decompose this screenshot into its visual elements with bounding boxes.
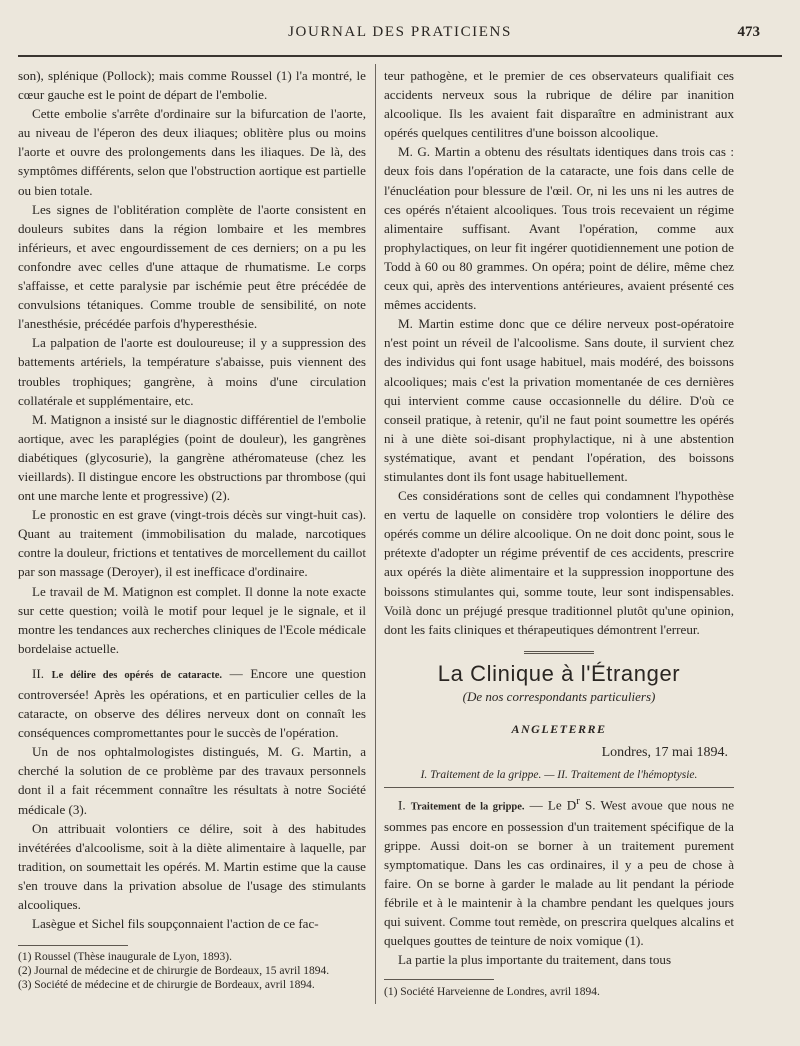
section-paragraph	[384, 792, 734, 950]
section-ornament-rule	[524, 651, 594, 654]
paragraph: son), splénique (Pollock); mais comme Roussel (1) l'a montré, le cœur gauche est le point de départ de l'embolie.	[18, 68, 366, 103]
paragraph: teur pathogène, et le premier de ces observateurs qualifiait ces accidents nerveux sous la rubrique de délire par inanition alcoolique. Ils les avaient fait disparaître en administrant aux opérés quelques centilitres d'une boisson alcoolique.	[384, 68, 734, 141]
paragraph: Le pronostic en est grave (vingt-trois décès sur vingt-huit cas). Quant au traitement (immobilisation du malade, narcotiques contre la douleur, frictions et tentatives de morcellement du caillot par son massage (Deroyer), il est inefficace d'ordinaire.	[18, 507, 366, 580]
running-head	[0, 24, 800, 48]
running-title: JOURNAL DES PRATICIENS	[288, 24, 512, 40]
section-contents: I. Traitement de la grippe. — II. Traitement de l'hémoptysie.	[384, 766, 734, 788]
column-divider	[375, 64, 376, 1004]
superscript: r	[576, 795, 580, 808]
paragraph: La partie la plus importante du traitement, dans tous	[398, 952, 672, 968]
header-rule	[18, 55, 782, 57]
country-heading: ANGLETERRE	[511, 722, 607, 736]
section-subtitle: (De nos correspondants particuliers)	[462, 688, 656, 704]
paragraph: La palpation de l'aorte est douloureuse; il y a suppression des battements artériels, la température s'abaisse, puis viennent des troubles trophiques; gangrène, à moins d'une circulation collatérale et supplémentaire, etc.	[18, 335, 366, 408]
paragraph: Un de nos ophtalmologistes distingués, M. G. Martin, a cherché la solution de ce problème par des travaux personnels dont il a fait récemment connaître les résultats à notre Société médicale (3).	[18, 744, 366, 817]
paragraph: Cette embolie s'arrête d'ordinaire sur la bifurcation de l'aorte, au niveau de l'éperon des deux iliaques; oblitère plus ou moins l'aorte et ouvre des prolongements dans les iliaques. De là, des symptômes différents, selon que l'obstruction aortique est partielle ou bien totale.	[18, 106, 366, 198]
paragraph: M. Martin estime donc que ce délire nerveux post-opératoire n'est point un réveil de l'alcoolisme. Sans doute, il survient chez des individus qui font usage habituel, mais modéré, des boissons alcooliques; mais c'est la privation momentanée de ces dernières qui intervient comme cause occasionnelle du délire. D'où ce conseil pratique, à retenir, qu'il ne faut point soumettre les opérés ni à une diète soi-disant prophylactique, ni à une abstention systématique, avant et pendant l'opération, des boissons stimulantes dont ils font usage habituellement.	[384, 316, 734, 484]
footnote: (2) Journal de médecine et de chirurgie de Bordeaux, 15 avril 1894.	[18, 965, 330, 978]
footnote: (1) Société Harveienne de Londres, avril 1894.	[384, 986, 600, 999]
footnote-rule	[18, 945, 128, 946]
section-number: II.	[32, 665, 44, 681]
footnote: (3) Société de médecine et de chirurgie de Bordeaux, avril 1894.	[18, 979, 315, 992]
footnotes	[18, 950, 366, 992]
paragraph-text: S. West avoue que nous ne sommes pas encore en possession d'un traitement spécifique de la grippe. Aussi doit-on se borner à un traitement purement symptomatique. Dans les cas ordinaires, il y a peu de chose à faire. On se borne à garder le malade au lit pendant la période fébrile et à le maintenir à la chambre pendant les quelques jours qui suivent. Comme tout remède, on prescrira quelques alcalins et quelques gouttes de teinture de noix vomique (1).	[384, 797, 735, 949]
paragraph: On attribuait volontiers ce délire, soit à des habitudes invétérées d'alcoolisme, soit à la diète alimentaire à laquelle, par tradition, on soumettait les opérés. M. Martin estime que la cause s'en trouve dans la privation absolue de l'usage des stimulants alcooliques.	[18, 820, 366, 913]
section-title: La Clinique à l'Étranger	[437, 660, 681, 686]
section-heading	[384, 651, 734, 706]
paragraph: M. Matignon a insisté sur le diagnostic différentiel de l'embolie aortique, avec les paraplégies (point de douleur), les gangrènes diabétiques (glycosurie), la gangrène athéromateuse (chez les vieillards). Il distingue encore les obstructions par thrombose (qui ont une marche lente et progressive) (2).	[18, 411, 366, 504]
paragraph-text: — Encore une question controversée! Après les opérations, et en particulier celles de la cataracte, on observe des délires nerveux dont on connaît les conséquences compromettantes pour le succès de l'opération.	[18, 665, 366, 741]
footnote-rule	[384, 979, 494, 980]
run-in-heading: Traitement de la grippe.	[410, 801, 525, 813]
footnote: (1) Roussel (Thèse inaugurale de Lyon, 1893).	[18, 951, 232, 964]
paragraph: Le travail de M. Matignon est complet. Il donne la note exacte sur cette question; voilà le motif pour lequel je le signale, et il montre les tendances aux recherches cliniques de l'Ecole médicale bordelaise actuelle.	[18, 583, 366, 656]
section-number: I.	[398, 797, 406, 813]
paragraph: Les signes de l'oblitération complète de l'aorte consistent en douleurs subites dans la région lombaire et les membres inférieurs, et avec engourdissement de ces derniers; on a pu les confondre avec celles d'une attaque de rhumatisme. Le corps s'affaisse, et cette paralysie par ischémie peut être précédée de convulsions tétaniques. Comme trouble de sensibilité, on note l'anesthésie, précédée parfois d'hyperesthésie.	[18, 201, 366, 332]
section-paragraph	[18, 664, 366, 742]
run-in-heading: Le délire des opérés de cataracte.	[51, 669, 222, 681]
paragraph: Lasègue et Sichel fils soupçonnaient l'action de ce fac-	[32, 916, 319, 932]
footnotes	[384, 985, 734, 999]
paragraph-text: — Le D	[524, 797, 577, 813]
right-column	[384, 66, 734, 999]
paragraph: M. G. Martin a obtenu des résultats identiques dans trois cas : deux fois dans l'opération de la cataracte, une fois dans celle de l'énucléation pour blessure de l'œil. Or, ni les uns ni les autres de ces opérés n'étaient alcooliques. Tous trois recevaient un régime alimentaire suffisant. Avant l'opération, comme aux prophylactiques, on leur fit ingérer quotidiennement une potion de Todd à 60 ou 80 grammes. On opéra; point de délire, même chez ceux qui, après des interventions antérieures, avaient présenté ces mêmes accidents.	[384, 144, 734, 313]
dateline: Londres, 17 mai 1894.	[601, 745, 728, 761]
paragraph: Ces considérations sont de celles qui condamnent l'hypothèse en vertu de laquelle on considère trop volontiers le délire des opérés comme un délire alcoolique. On ne doit donc point, sous le prétexte d'adopter un régime préventif de ces accidents, prescrire aux opérés la diète alimentaire et la suppression inopportune des boissons stimulantes qui, somme toute, leur sont indispensables. Voilà donc un préjugé presque traditionnel plutôt qu'une opinion, dont les faits cliniques et thérapeutiques démontrent l'erreur.	[384, 488, 734, 637]
left-column	[18, 66, 366, 992]
page-number: 473	[737, 24, 760, 40]
